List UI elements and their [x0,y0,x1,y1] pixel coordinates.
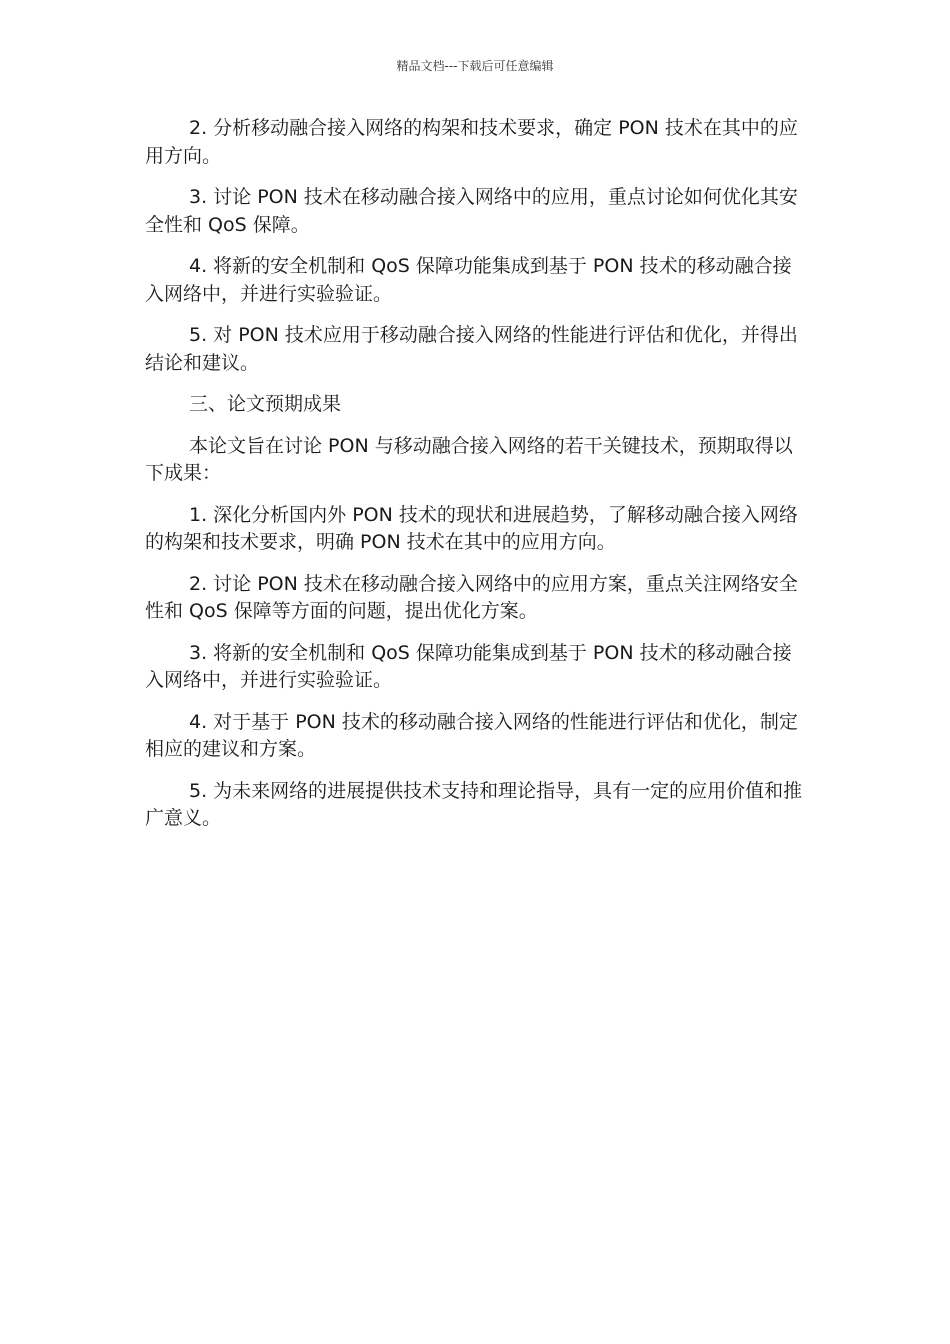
paragraph-result-4: 4. 对于基于 PON 技术的移动融合接入网络的性能进行评估和优化，制定相应的建议和方案。 [145,710,798,760]
section-heading-expected-results: 三、论文预期成果 [189,393,342,415]
paragraph-result-2: 2. 讨论 PON 技术在移动融合接入网络中的应用方案，重点关注网络安全性和 QoS 保障等方面的问题，提出优化方案。 [145,572,798,622]
paragraph-analysis-architecture: 2. 分析移动融合接入网络的构架和技术要求，确定 PON 技术在其中的应用方向。 [145,117,798,167]
paragraph-evaluate-performance: 5. 对 PON 技术应用于移动融合接入网络的性能进行评估和优化，并得出结论和建议。 [145,324,798,374]
document-body [145,115,805,847]
paragraph-result-5: 5. 为未来网络的进展提供技术支持和理论指导，具有一定的应用价值和推广意义。 [145,779,803,829]
page-header: 精品文档---下载后可任意编辑 [396,59,554,73]
paragraph-integrate-security: 4. 将新的安全机制和 QoS 保障功能集成到基于 PON 技术的移动融合接入网络中，并进行实验验证。 [145,255,792,305]
paragraph-results-intro: 本论文旨在讨论 PON 与移动融合接入网络的若干关键技术，预期取得以下成果： [145,434,793,484]
paragraph-discuss-application: 3. 讨论 PON 技术在移动融合接入网络中的应用，重点讨论如何优化其安全性和 QoS 保障。 [145,186,798,236]
paragraph-result-3: 3. 将新的安全机制和 QoS 保障功能集成到基于 PON 技术的移动融合接入网络中，并进行实验验证。 [145,641,792,691]
paragraph-result-1: 1. 深化分析国内外 PON 技术的现状和进展趋势，了解移动融合接入网络的构架和技术要求，明确 PON 技术在其中的应用方向。 [145,503,798,553]
